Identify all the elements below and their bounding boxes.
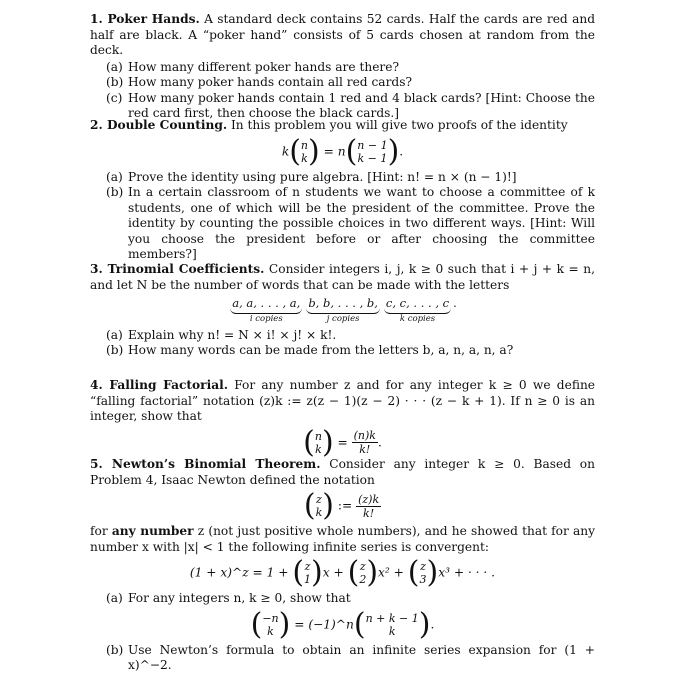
item-text: How many different poker hands are there? xyxy=(128,59,399,74)
binomial: (n + k − 1 k ) xyxy=(353,606,431,642)
newton-definition-equation xyxy=(90,488,595,523)
frac-numerator: (n)k xyxy=(353,429,376,442)
bold-text: any number xyxy=(111,524,194,538)
item-label: (a) xyxy=(106,327,123,342)
item-text: In a certain classroom of n students we want to choose a committee of k students, one of which will be the president of the committee. Prove the identity by counting the possible choices in two different ways. [Hint: Will you choose the president before or after choosing the committee members?] xyxy=(128,185,595,261)
binomial: (z 2) xyxy=(347,555,379,590)
series-term: x² + xyxy=(378,565,404,580)
text: z (not just positive whole numbers), and he showed that for any number x with |x| < 1 the following infinite series is convergent: xyxy=(90,524,595,554)
problem-2 xyxy=(90,118,595,263)
eq-period: . xyxy=(377,435,382,449)
eq-coef: n xyxy=(337,144,346,158)
problem-3-intro xyxy=(90,262,595,293)
series-lhs: (1 + x)^z = 1 + xyxy=(189,565,289,580)
fraction xyxy=(356,493,381,520)
eq-coef: k xyxy=(281,144,290,158)
problem-4-text: For any number z and for any integer k ≥ 0 we define “falling factorial” notation (z)k := z(z − 1)(z − 2) · · · (z − k + 1). If n ≥ 0 is an integer, show that xyxy=(90,378,596,423)
problem-3-title: 3. Trinomial Coefficients. xyxy=(90,262,265,276)
binom-top: z xyxy=(359,560,366,573)
problem-5-intro xyxy=(90,457,595,488)
item-label: (a) xyxy=(106,59,123,74)
problem-5-title: 5. Newton’s Binomial Theorem. xyxy=(90,457,321,471)
letter-group xyxy=(230,296,302,325)
binomial: (n k) xyxy=(303,424,334,460)
problem-5-items-b xyxy=(90,643,595,674)
item-text: Use Newton’s formula to obtain an infinite series expansion for (1 + x)^−2. xyxy=(128,642,595,672)
problem-4-intro xyxy=(90,378,595,425)
series-term: x + xyxy=(322,565,344,580)
binomial: (z 1) xyxy=(292,555,323,590)
item-label: (a) xyxy=(106,169,123,184)
copies-caption: k copies xyxy=(399,313,436,324)
binom-bottom: k xyxy=(267,624,274,638)
eq-period: . xyxy=(430,617,435,631)
list-item xyxy=(90,185,595,263)
problem-5-items xyxy=(90,591,595,607)
binom-bottom: k xyxy=(315,442,322,456)
item-label: (b) xyxy=(106,75,124,89)
problem-2-title: 2. Double Counting. xyxy=(90,118,228,132)
binomial: (n k) xyxy=(289,133,320,169)
letter-group xyxy=(384,296,451,325)
fraction xyxy=(352,429,378,456)
letters: c, c, . . . , c xyxy=(384,296,451,314)
problem-3-text: Consider integers i, j, k ≥ 0 such that i + j + k = n, and let N be the number of words that can be made with the letters xyxy=(90,262,596,292)
copies-caption: j copies xyxy=(326,313,360,324)
list-item xyxy=(90,328,595,344)
eq-middle: = (−1)^n xyxy=(294,617,354,631)
problem-2-text: In this problem you will give two proofs of the identity xyxy=(230,118,568,132)
problem-1-title: 1. Poker Hands. xyxy=(90,12,200,26)
binom-bottom: k xyxy=(315,506,323,519)
eq-sign: = xyxy=(323,144,334,158)
text: for xyxy=(90,524,108,538)
item-label: (b) xyxy=(106,185,124,199)
falling-factorial-equation xyxy=(90,424,595,460)
binom-bottom: k xyxy=(388,624,396,638)
binomial: (z k) xyxy=(303,488,334,523)
frac-denominator: k! xyxy=(363,506,375,520)
binom-top: z xyxy=(420,560,426,573)
binom-bottom: 3 xyxy=(419,573,427,586)
binom-top: −n xyxy=(262,611,279,625)
frac-numerator: (z)k xyxy=(358,492,380,506)
item-text: How many words can be made from the letters b, a, n, a, n, a? xyxy=(128,343,514,357)
item-text: How many poker hands contain 1 red and 4 black cards? [Hint: Choose the red card first, then choose the black cards.] xyxy=(128,90,595,120)
binom-bottom: 2 xyxy=(359,573,367,586)
item-label: (b) xyxy=(106,642,124,657)
frac-denominator: k! xyxy=(359,443,371,456)
letters: a, a, . . . , a, xyxy=(230,296,302,314)
binom-bottom: k − 1 xyxy=(357,151,388,165)
problem-1-text: A standard deck contains 52 cards. Half the cards are red and half are black. A “poker hand” consists of 5 cards chosen at random from the deck. xyxy=(90,12,596,57)
binom-bottom: k xyxy=(301,151,308,165)
problem-1 xyxy=(90,12,595,122)
list-item xyxy=(90,75,595,91)
problem-5 xyxy=(90,457,595,674)
list-item xyxy=(90,343,595,359)
letter-group xyxy=(306,296,380,325)
problem-4 xyxy=(90,378,595,461)
problem-2-intro xyxy=(90,118,595,134)
binomial-series-equation xyxy=(90,555,595,590)
binom-top: n + k − 1 xyxy=(365,611,419,625)
copies-caption: i copies xyxy=(249,313,283,324)
item-text: Explain why n! = N × i! × j! × k!. xyxy=(128,327,337,342)
binomial: (z 3) xyxy=(407,555,439,590)
item-text: Prove the identity using pure algebra. [Hint: n! = n × (n − 1)!] xyxy=(128,169,517,184)
binom-bottom: 1 xyxy=(304,573,312,586)
item-text: How many poker hands contain all red cards? xyxy=(128,75,412,89)
list-item xyxy=(90,60,595,76)
eq-sign: := xyxy=(337,498,353,513)
list-item xyxy=(90,591,595,607)
letters: b, b, . . . , b, xyxy=(306,296,380,314)
binom-top: n − 1 xyxy=(357,138,388,152)
binomial: (n − 1 k − 1) xyxy=(345,133,400,169)
list-item xyxy=(90,170,595,186)
problem-3-items xyxy=(90,328,595,359)
eq-period: . xyxy=(399,144,404,158)
eq-period: . xyxy=(453,296,457,310)
identity-equation xyxy=(90,133,595,169)
eq-sign: = xyxy=(337,435,348,449)
binom-top: z xyxy=(316,493,322,506)
problem-5-middle xyxy=(90,524,595,555)
item-label: (b) xyxy=(106,343,124,357)
binom-top: n xyxy=(314,429,322,443)
letters-display xyxy=(90,296,595,325)
item-label: (c) xyxy=(106,90,123,105)
problem-4-title: 4. Falling Factorial. xyxy=(90,378,228,392)
series-term: x³ + · · · . xyxy=(438,565,496,580)
item-label: (a) xyxy=(106,591,123,605)
problem-2-items xyxy=(90,170,595,263)
problem-5-text: Consider any integer k ≥ 0. Based on Problem 4, Isaac Newton defined the notation xyxy=(90,457,595,487)
negative-binomial-equation xyxy=(90,606,595,642)
binomial: (−n k ) xyxy=(250,606,291,642)
list-item xyxy=(90,643,595,674)
binom-top: z xyxy=(304,560,311,573)
problem-1-items xyxy=(90,60,595,122)
binom-top: n xyxy=(300,138,309,152)
list-item xyxy=(90,91,595,122)
problem-3 xyxy=(90,262,595,359)
item-text: For any integers n, k ≥ 0, show that xyxy=(128,591,351,605)
problem-1-intro xyxy=(90,12,595,59)
